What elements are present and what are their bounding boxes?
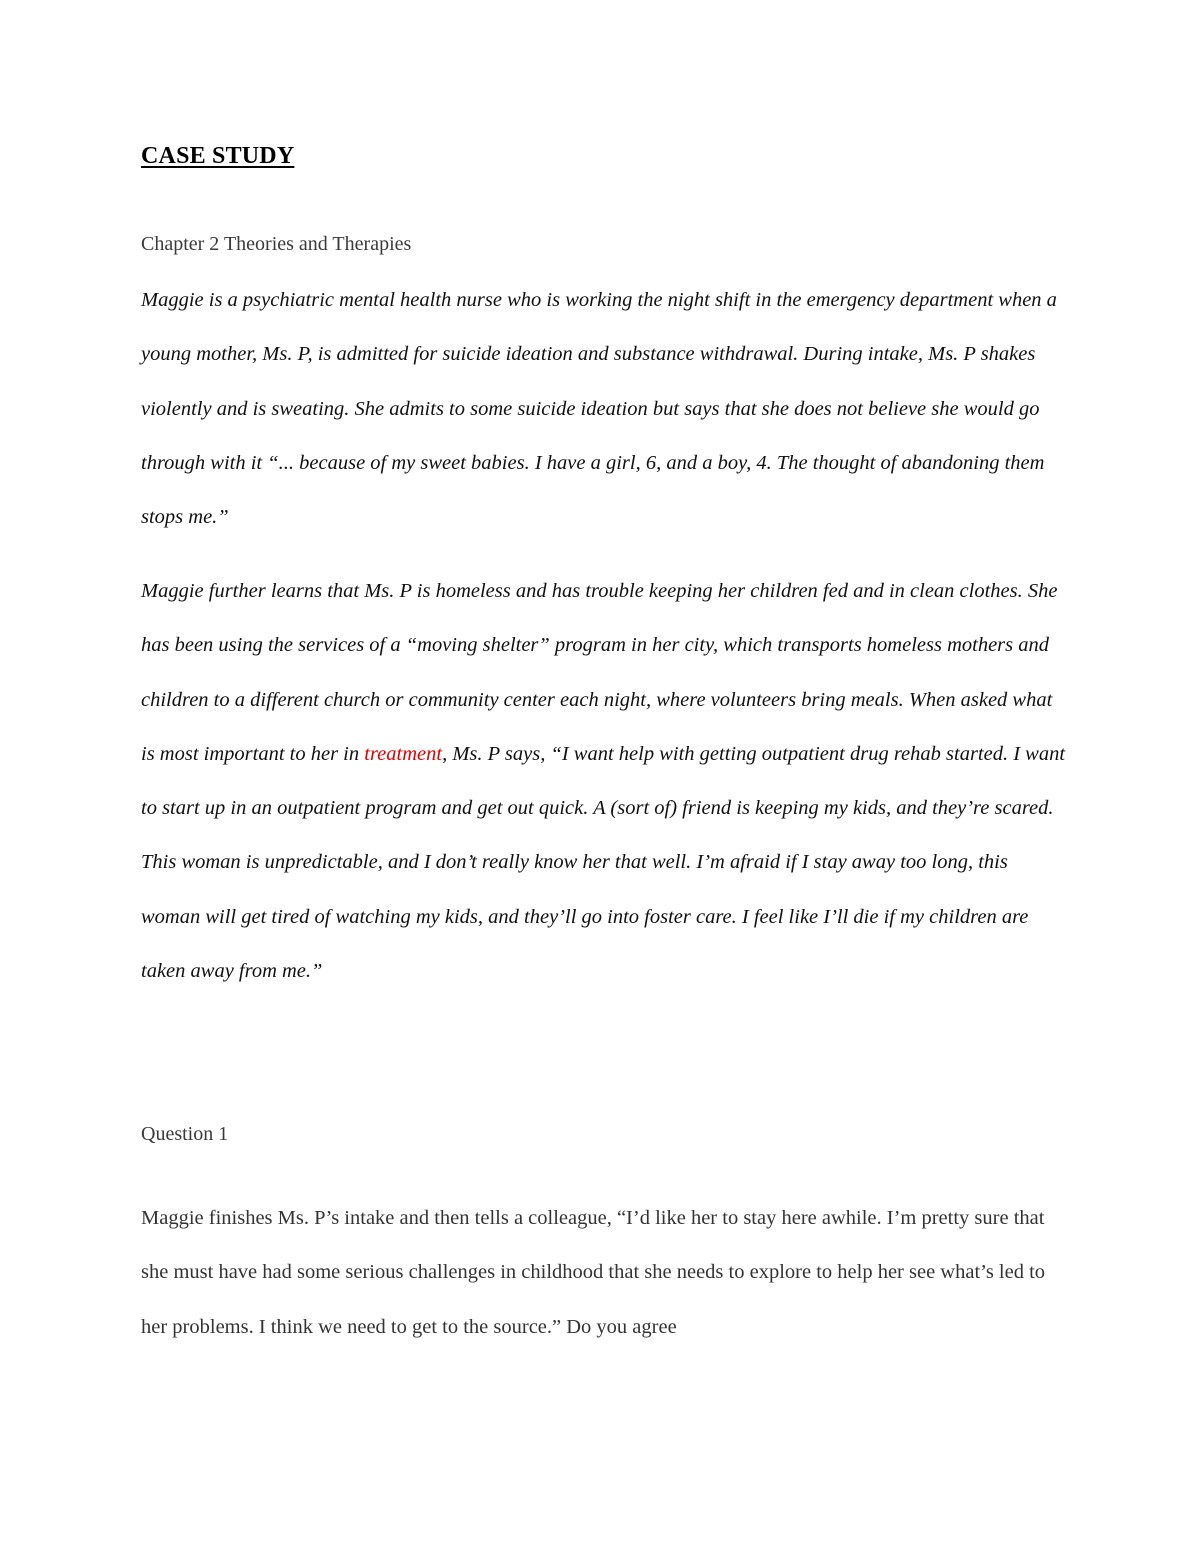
question-text: Maggie finishes Ms. P’s intake and then tells a colleague, “I’d like her to stay here awhile. I’m pretty sure that she must have had some serious challenges in childhood that she needs to explore to help her see what’s led to her problems. I think we need to get to the source.” Do you agree [141, 1207, 1046, 1338]
chapter-heading: Chapter 2 Theories and Therapies [141, 233, 412, 255]
question-label: Question 1 [141, 1123, 229, 1145]
case-paragraph-2-end: , Ms. P says, “I want help with getting outpatient drug rehab started. I want to start up in an outpatient program and get out quick. A (sort of) friend is keeping my kids, and they’re scared. This woman is unpredictable, and I don’t really know her that well. I’m afraid if I stay away too long, this woman will get tired of watching my kids, and they’ll go into foster care. I feel like I’ll die if my children are taken away from me.” [141, 742, 1066, 983]
case-paragraph-2 [141, 564, 1071, 998]
case-paragraph-1: Maggie is a psychiatric mental health nurse who is working the night shift in the emergency department when a young mother, Ms. P, is admitted for suicide ideation and substance withdrawal. During intake, Ms. P shakes violently and is sweating. She admits to some suicide ideation but says that she does not believe she would go through with it “... because of my sweet babies. I have a girl, 6, and a boy, 4. The thought of abandoning them stops me.” [141, 289, 1057, 529]
case-paragraph-2-start: Maggie further learns that Ms. P is homeless and has trouble keeping her children fed and in clean clothes. She has been using the services of a “moving shelter” program in her city, which transports homeless mothers and children to a different church or community center each night, where volunteers bring meals. When asked what is most important to her in [141, 580, 1058, 765]
treatment-link[interactable]: treatment [364, 742, 443, 765]
page-title: CASE STUDY [141, 143, 295, 169]
